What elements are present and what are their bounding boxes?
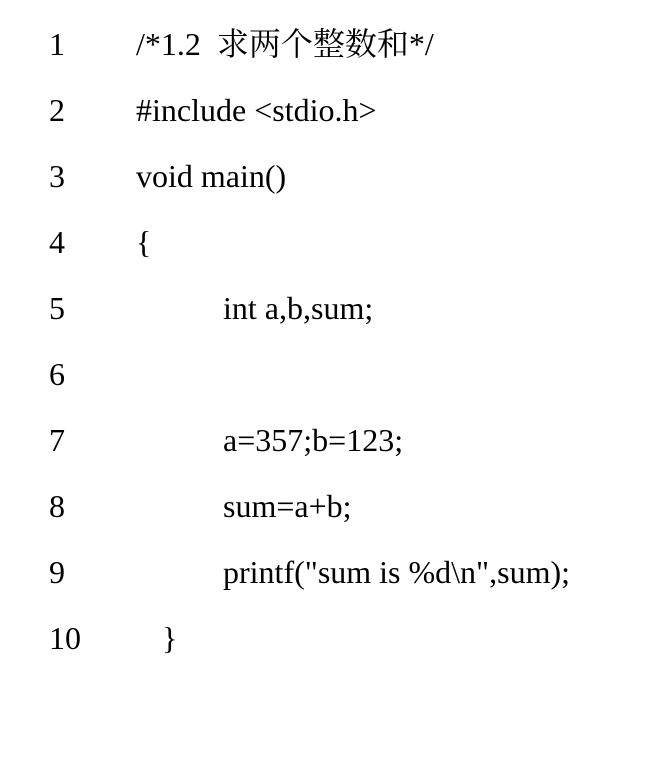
line-number: 9	[49, 554, 65, 590]
line-number: 8	[49, 488, 65, 524]
line-number: 7	[49, 422, 65, 458]
code-line	[0, 486, 665, 552]
line-number: 1	[49, 26, 65, 62]
line-number: 3	[49, 158, 65, 194]
code-line	[0, 90, 665, 156]
line-number: 2	[49, 92, 65, 128]
line-number: 10	[49, 620, 81, 656]
code-line	[0, 156, 665, 222]
line-text: a=357;b=123;	[223, 422, 404, 458]
code-line	[0, 288, 665, 354]
line-number: 4	[49, 224, 65, 260]
line-text: /*1.2 求两个整数和*/	[136, 26, 434, 62]
code-line	[0, 24, 665, 90]
code-line	[0, 354, 665, 420]
code-line	[0, 552, 665, 618]
line-text: sum=a+b;	[223, 488, 352, 524]
code-line	[0, 618, 665, 684]
line-number: 5	[49, 290, 65, 326]
line-text: }	[162, 620, 178, 656]
line-text: int a,b,sum;	[223, 290, 374, 326]
line-text: #include <stdio.h>	[136, 92, 377, 128]
line-text: printf("sum is %d\n",sum);	[223, 554, 570, 590]
code-line	[0, 222, 665, 288]
line-text: void main()	[136, 158, 287, 194]
line-number: 6	[49, 356, 65, 392]
line-text: {	[136, 224, 152, 260]
code-line	[0, 420, 665, 486]
